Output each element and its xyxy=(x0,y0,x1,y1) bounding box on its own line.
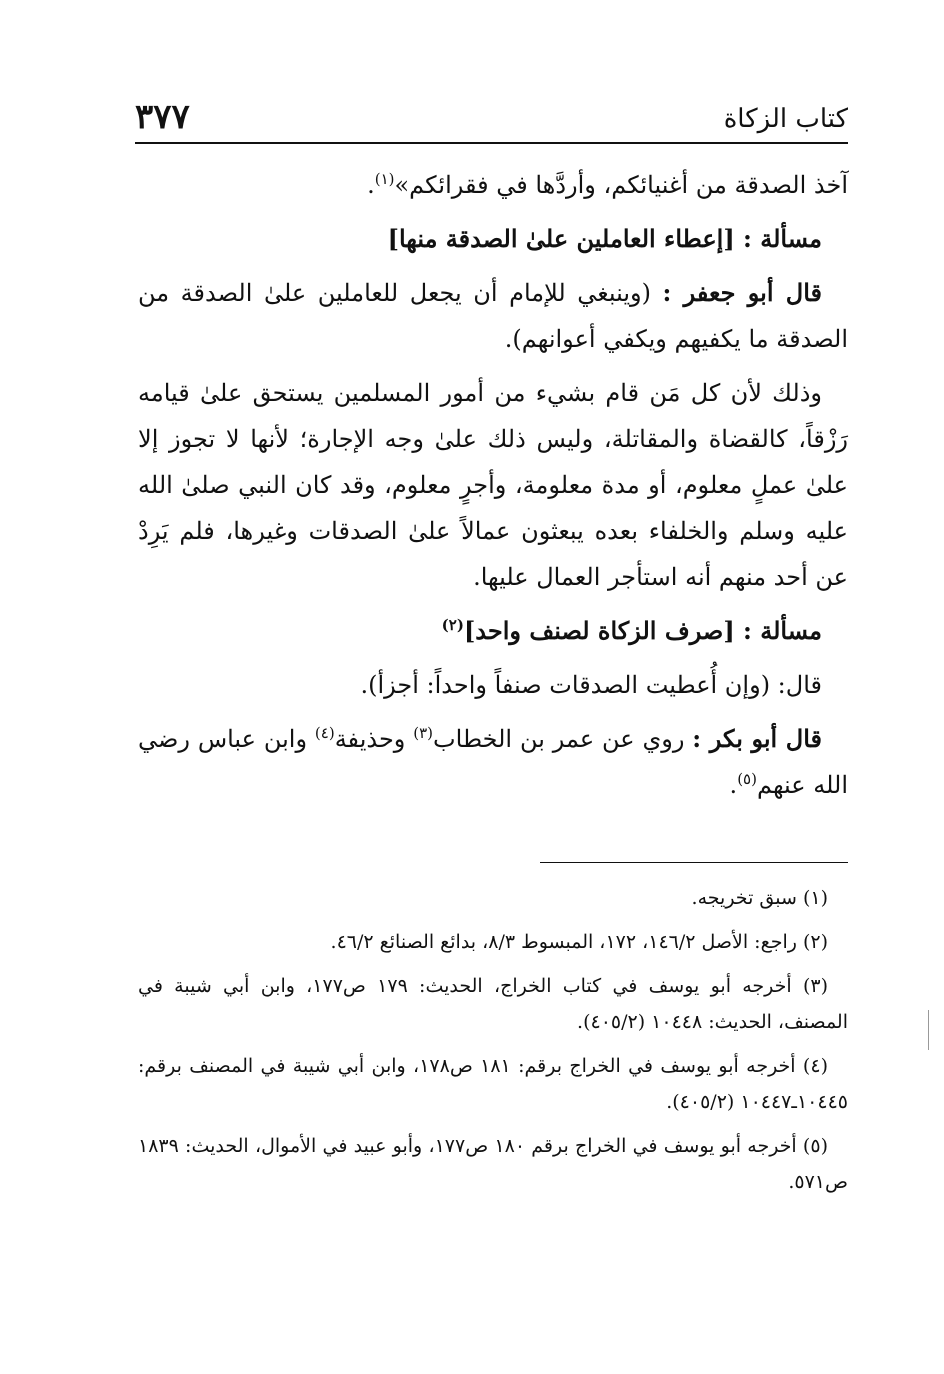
paragraph-5-end: . xyxy=(729,771,738,799)
footnote-1: (١) سبق تخريجه. xyxy=(691,887,828,909)
footnote-ref-1: (١) xyxy=(374,170,395,188)
paragraph-2 xyxy=(138,270,848,362)
footnote-divider xyxy=(540,862,848,863)
paragraph-2-lead: قال أبو جعفر : xyxy=(662,278,822,307)
section-heading-1: مسألة : [إعطاء العاملين علىٰ الصدقة منها] xyxy=(387,224,822,253)
footnote-4: (٤) أخرجه أبو يوسف في الخراج برقم: ١٨١ ص١٧٨، وابن أبي شيبة في المصنف برقم: ١٠٤٤٥ـ١٠٤٤٧ (٤٠٥/٢). xyxy=(138,1055,848,1113)
paragraph-5-text-a: روي عن عمر بن الخطاب xyxy=(433,725,693,753)
section-heading-2-text: مسألة : [صرف الزكاة لصنف واحد] xyxy=(463,616,822,645)
running-title: كتاب الزكاة xyxy=(723,104,848,134)
paragraph-5-text-b: وحذيفة xyxy=(334,725,414,753)
section-heading-2 xyxy=(138,608,848,654)
header-divider xyxy=(135,142,848,144)
footnote-ref-2: (٢) xyxy=(441,616,464,634)
paragraph-5 xyxy=(138,716,848,808)
paragraph-1-end: . xyxy=(367,171,375,199)
paragraph-1-text: آخذ الصدقة من أغنيائكم، وأردَّها في فقرائكم» xyxy=(394,171,848,199)
paragraph-5-lead: قال أبو بكر : xyxy=(692,724,823,753)
footnote-3: (٣) أخرجه أبو يوسف في كتاب الخراج، الحديث: ١٧٩ ص١٧٧، وابن أبي شيبة في المصنف، الحديث: ١٠٤٤٨ (٤٠٥/٢). xyxy=(138,975,848,1033)
main-text xyxy=(138,162,848,816)
footnotes xyxy=(138,880,848,1208)
paragraph-5-text-c: وابن عباس رضي الله عنهم xyxy=(138,725,848,799)
footnote-ref-5: (٥) xyxy=(737,770,757,788)
footnote-5: (٥) أخرجه أبو يوسف في الخراج برقم ١٨٠ ص١٧٧، وأبو عبيد في الأموال، الحديث: ١٨٣٩ ص٥٧١. xyxy=(138,1135,848,1193)
page-number: ٣٧٧ xyxy=(135,97,190,137)
paragraph-2-text: (وينبغي للإمام أن يجعل للعاملين علىٰ الصدقة من الصدقة ما يكفيهم ويكفي أعوانهم). xyxy=(138,279,848,353)
footnote-2: (٢) راجع: الأصل ١٤٦/٢، ١٧٢، المبسوط ٨/٣، بدائع الصنائع ٤٦/٢. xyxy=(330,931,828,953)
margin-scan-mark xyxy=(928,1010,929,1050)
footnote-ref-4: (٤) xyxy=(314,724,335,742)
paragraph-4: قال: (وإن أُعطيت الصدقات صنفاً واحداً: أجزأ). xyxy=(360,671,822,699)
footnote-ref-3: (٣) xyxy=(413,724,434,742)
page-header xyxy=(135,92,848,142)
paragraph-1 xyxy=(138,162,848,208)
paragraph-3: وذلك لأن كل مَن قام بشيء من أمور المسلمين يستحق علىٰ قيامه رَزْقاً، كالقضاة والمقاتلة، وليس ذلك علىٰ وجه الإجارة؛ لأنها لا تجوز إلا علىٰ عملٍ معلوم، أو مدة معلومة، وأجرٍ معلوم، وقد كان النبي صلىٰ الله عليه وسلم والخلفاء بعده يبعثون عمالاً علىٰ الصدقات وغيرها، فلم يَرِدْ عن أحد منهم أنه استأجر العمال عليها. xyxy=(138,379,848,591)
